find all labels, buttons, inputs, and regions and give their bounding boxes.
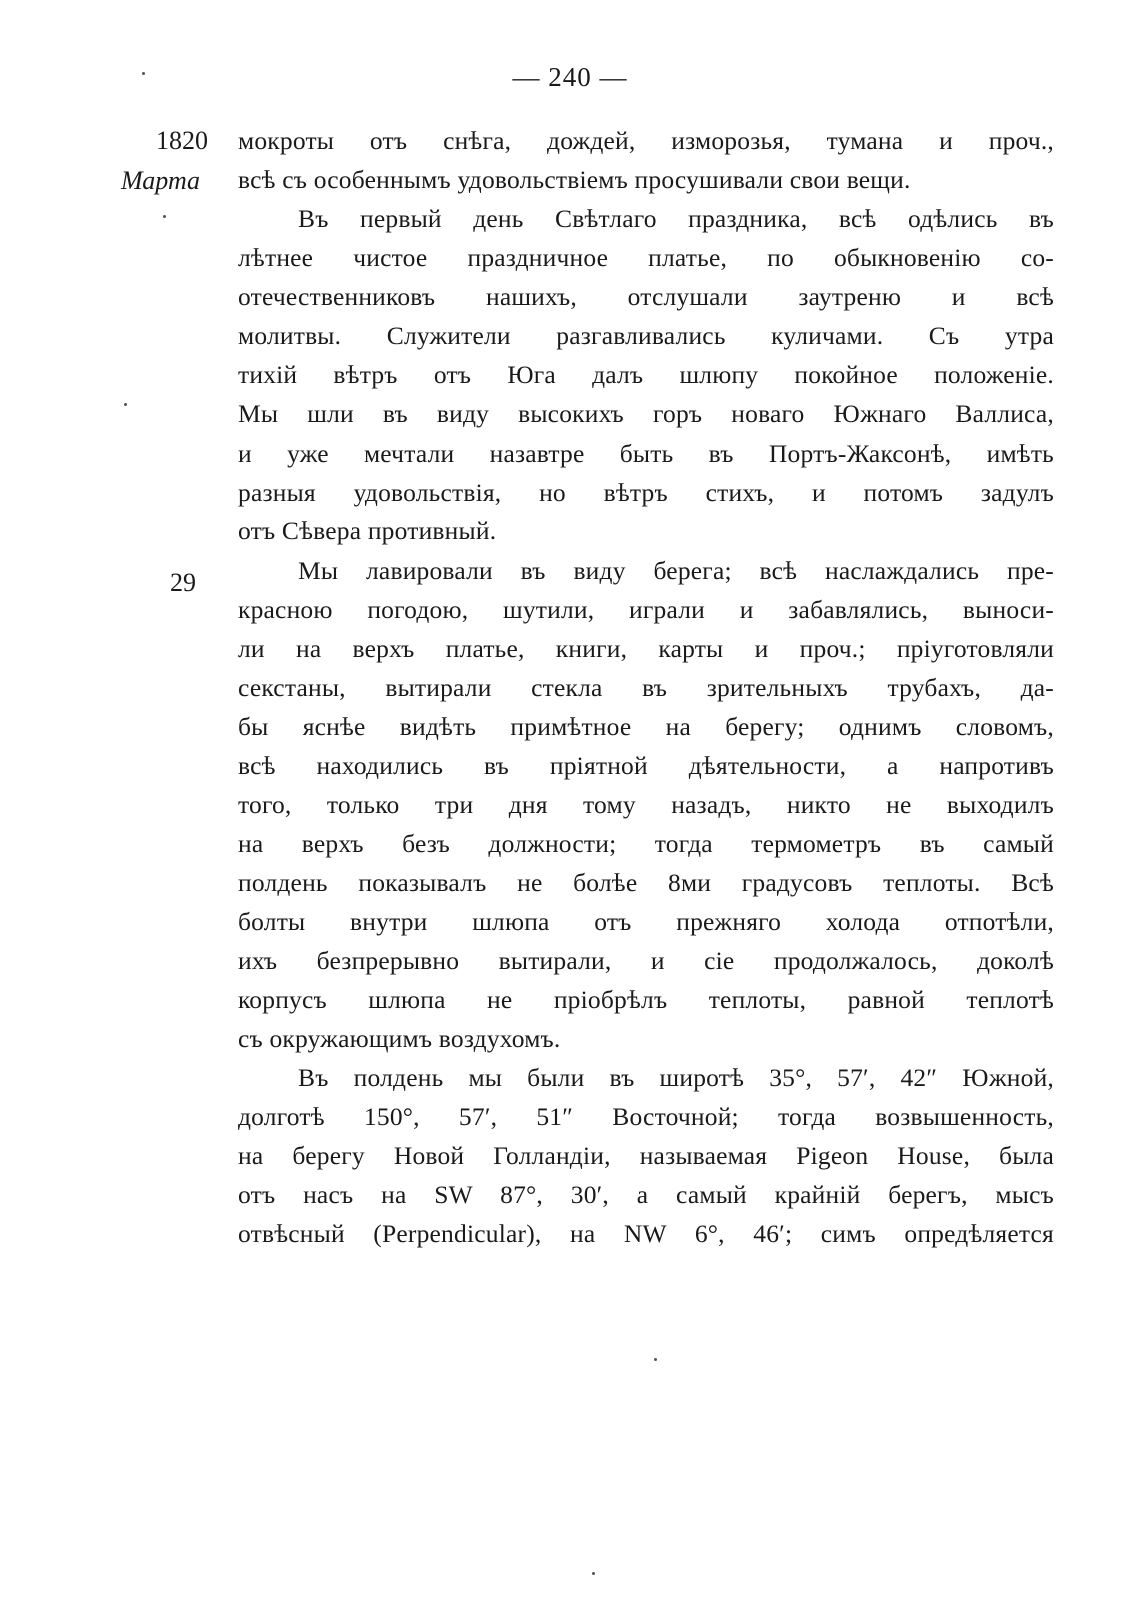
- margin-month: Марта: [121, 166, 201, 195]
- text-line: и уже мечтали назавтре быть въ Портъ-Жаксонѣ, имѣть: [238, 439, 1054, 468]
- margin-day: 29: [170, 568, 196, 597]
- print-speck: [124, 403, 127, 406]
- page-number: — 240 —: [512, 62, 628, 92]
- text-line: ихъ безпрерывно вытирали, и сіе продолжалось, доколѣ: [238, 946, 1054, 975]
- text-line: Мы лавировали въ виду берега; всѣ наслаждались пре-: [298, 556, 1054, 585]
- text-line: мокроты отъ снѣга, дождей, изморозья, тумана и проч.,: [238, 126, 1054, 155]
- text-line: тихій вѣтръ отъ Юга далъ шлюпу покойное положеніе.: [238, 360, 1054, 389]
- text-line: болты внутри шлюпа отъ прежняго холода отпотѣли,: [238, 907, 1054, 936]
- text-line: долготѣ 150°, 57′, 51″ Восточной; тогда возвышенность,: [238, 1102, 1054, 1131]
- text-line: разныя удовольствія, но вѣтръ стихъ, и потомъ задулъ: [238, 478, 1054, 507]
- print-speck: [163, 215, 166, 218]
- text-line: отечественниковъ нашихъ, отслушали заутреню и всѣ: [238, 282, 1054, 311]
- text-line: Въ полдень мы были въ широтѣ 35°, 57′, 42″ Южной,: [298, 1063, 1054, 1092]
- text-line: отъ Сѣвера противный.: [238, 516, 497, 545]
- text-line: того, только три дня тому назадъ, никто не выходилъ: [238, 790, 1054, 819]
- text-line: съ окружающимъ воздухомъ.: [238, 1024, 561, 1053]
- margin-year: 1820: [156, 126, 208, 155]
- text-line: Мы шли въ виду высокихъ горъ новаго Южнаго Валлиса,: [238, 399, 1054, 428]
- text-line: красною погодою, шутили, играли и забавлялись, выноси-: [238, 595, 1054, 624]
- print-speck: [592, 1572, 595, 1575]
- text-line: на берегу Новой Голландіи, называемая Pigeon House, была: [238, 1141, 1054, 1170]
- text-line: всѣ съ особеннымъ удовольствіемъ просушивали свои вещи.: [238, 165, 911, 194]
- text-line: отвѣсный (Perpendicular), на NW 6°, 46′; симъ опредѣляется: [238, 1219, 1054, 1248]
- text-line: Въ первый день Свѣтлаго праздника, всѣ одѣлись въ: [298, 204, 1054, 233]
- text-line: бы яснѣе видѣть примѣтное на берегу; однимъ словомъ,: [238, 712, 1054, 741]
- text-line: молитвы. Служители разгавливались куличами. Съ утра: [238, 321, 1054, 350]
- text-line: на верхъ безъ должности; тогда термометръ въ самый: [238, 829, 1054, 858]
- text-line: полдень показывалъ не болѣе 8ми градусовъ теплоты. Всѣ: [238, 868, 1054, 897]
- print-speck: [142, 72, 145, 75]
- print-speck: [654, 1358, 657, 1361]
- text-line: лѣтнее чистое праздничное платье, по обыкновенію со-: [238, 243, 1054, 272]
- text-line: секстаны, вытирали стекла въ зрительныхъ трубахъ, да-: [238, 673, 1054, 702]
- text-line: ли на верхъ платье, книги, карты и проч.; пріуготовляли: [238, 634, 1054, 663]
- text-line: корпусъ шлюпа не пріобрѣлъ теплоты, равной теплотѣ: [238, 985, 1054, 1014]
- text-line: отъ насъ на SW 87°, 30′, а самый крайній берегъ, мысъ: [238, 1180, 1054, 1209]
- text-line: всѣ находились въ пріятной дѣятельности, а напротивъ: [238, 751, 1054, 780]
